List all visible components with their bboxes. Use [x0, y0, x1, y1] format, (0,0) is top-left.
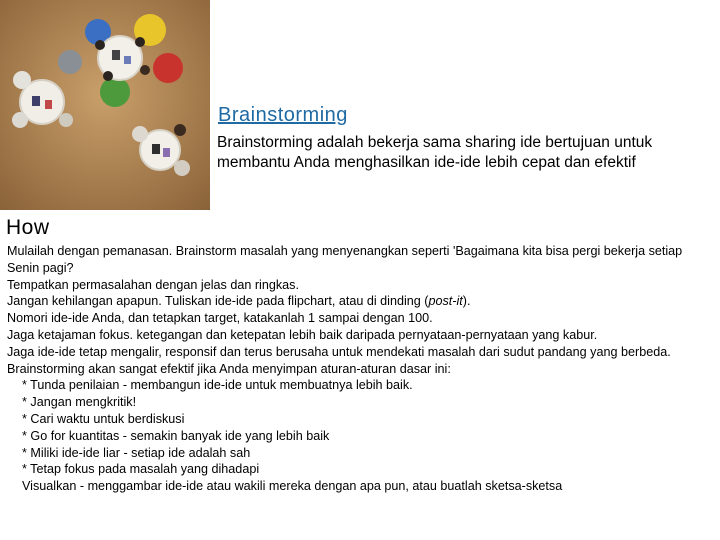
- brainstorming-photo: [0, 0, 210, 210]
- line-visualize: Visualkan - menggambar ide-ide atau wakili mereka dengan apa pun, atau buatlah sketsa-sketsa: [22, 479, 563, 494]
- rule-item: * Jangan mengkritik!: [22, 395, 137, 410]
- line-warm-up: Mulailah dengan pemanasan. Brainstorm masalah yang menyenangkan seperti 'Bagaimana kita bisa pergi bekerja setiap Senin pagi?: [7, 244, 683, 275]
- line-number-ideas: Nomori ide-ide Anda, dan tetapkan target, katakanlah 1 sampai dengan 100.: [7, 311, 433, 326]
- intro-paragraph: Brainstorming adalah bekerja sama sharing ide bertujuan untuk membantu Anda menghasilkan ide-ide lebih cepat dan efektif: [217, 134, 653, 171]
- line-capture-ideas-c: ).: [462, 294, 471, 309]
- section-heading: How: [6, 216, 50, 239]
- line-ground-rules: Brainstorming akan sangat efektif jika Anda menyimpan aturan-aturan dasar ini:: [7, 361, 451, 376]
- line-capture-ideas-b: post-it: [428, 294, 463, 309]
- brainstorming-tables-photo-icon: [0, 0, 210, 210]
- rule-item: * Go for kuantitas - semakin banyak ide yang lebih baik: [22, 428, 330, 443]
- line-keep-flowing: Jaga ide-ide tetap mengalir, responsif dan terus berusaha untuk mendekati masalah dari sudut pandang yang berbeda.: [7, 344, 671, 359]
- line-capture-ideas: [7, 293, 713, 310]
- rule-item: * Cari waktu untuk berdiskusi: [22, 411, 185, 426]
- rule-item: * Miliki ide-ide liar - setiap ide adalah sah: [22, 445, 251, 460]
- line-state-problem: Tempatkan permasalahan dengan jelas dan ringkas.: [7, 277, 299, 292]
- line-focus: Jaga ketajaman fokus. ketegangan dan ketepatan lebih baik daripada pernyataan-pernyataan yang kabur.: [7, 327, 598, 342]
- body-text: [7, 243, 713, 495]
- page-title[interactable]: Brainstorming: [218, 104, 348, 126]
- rule-item: * Tunda penilaian - membangun ide-ide untuk membuatnya lebih baik.: [22, 378, 413, 393]
- line-capture-ideas-a: Jangan kehilangan apapun. Tuliskan ide-ide pada flipchart, atau di dinding (: [7, 294, 429, 309]
- rule-item: * Tetap fokus pada masalah yang dihadapi: [22, 462, 260, 477]
